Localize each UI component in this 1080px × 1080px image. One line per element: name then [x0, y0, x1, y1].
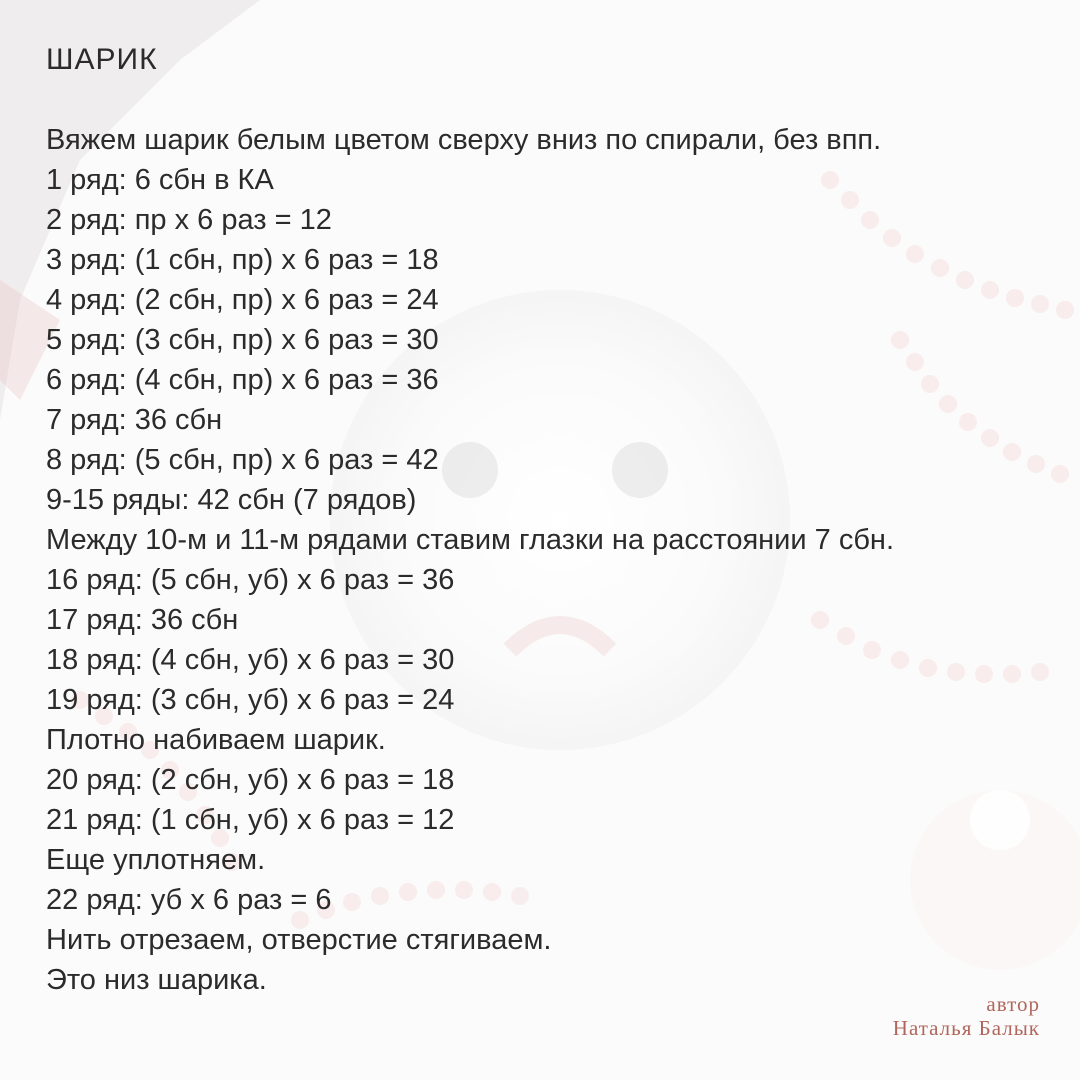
pattern-line: 6 ряд: (4 сбн, пр) х 6 раз = 36 — [46, 364, 439, 396]
pattern-line: 9-15 ряды: 42 сбн (7 рядов) — [46, 484, 417, 516]
pattern-line: 19 ряд: (3 сбн, уб) х 6 раз = 24 — [46, 684, 455, 716]
pattern-line: Нить отрезаем, отверстие стягиваем. — [46, 924, 552, 956]
pattern-line: Это низ шарика. — [46, 964, 267, 996]
pattern-line: Плотно набиваем шарик. — [46, 724, 386, 756]
pattern-line: 18 ряд: (4 сбн, уб) х 6 раз = 30 — [46, 644, 455, 676]
pattern-line: 1 ряд: 6 сбн в КА — [46, 164, 274, 196]
pattern-line: 5 ряд: (3 сбн, пр) х 6 раз = 30 — [46, 324, 439, 356]
author-credit — [893, 992, 1040, 1040]
pattern-line: 20 ряд: (2 сбн, уб) х 6 раз = 18 — [46, 764, 455, 796]
pattern-line: 8 ряд: (5 сбн, пр) х 6 раз = 42 — [46, 444, 439, 476]
author-name: Наталья Балык — [892, 1016, 1040, 1040]
pattern-line: 17 ряд: 36 сбн — [46, 604, 239, 636]
pattern-line: Между 10-м и 11-м рядами ставим глазки на расстоянии 7 сбн. — [46, 524, 895, 556]
pattern-line: 3 ряд: (1 сбн, пр) х 6 раз = 18 — [46, 244, 439, 276]
pattern-line: 4 ряд: (2 сбн, пр) х 6 раз = 24 — [46, 284, 439, 316]
pattern-line: 2 ряд: пр х 6 раз = 12 — [46, 204, 332, 236]
author-label: автор — [986, 992, 1040, 1016]
pattern-line: Вяжем шарик белым цветом сверху вниз по спирали, без впп. — [46, 124, 882, 156]
pattern-line: Еще уплотняем. — [46, 844, 266, 876]
page-title: ШАРИК — [46, 43, 158, 76]
pattern-line: 16 ряд: (5 сбн, уб) х 6 раз = 36 — [46, 564, 455, 596]
pattern-line: 7 ряд: 36 сбн — [46, 404, 223, 436]
pattern-line: 22 ряд: уб х 6 раз = 6 — [46, 884, 332, 916]
pattern-lines — [46, 120, 1066, 1000]
pattern-line: 21 ряд: (1 сбн, уб) х 6 раз = 12 — [46, 804, 455, 836]
pattern-content — [46, 40, 1066, 1000]
